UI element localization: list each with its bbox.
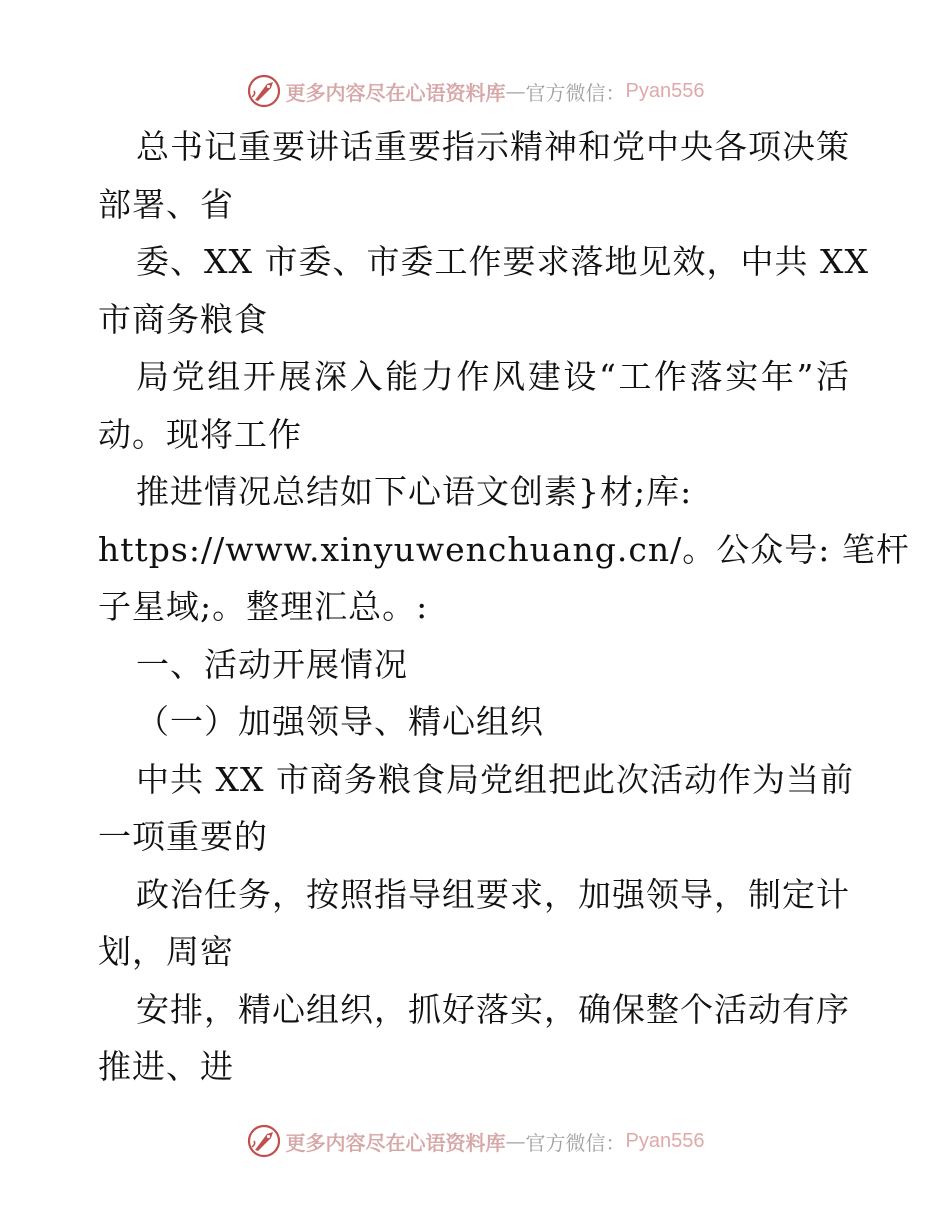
text-line: 动。现将工作 [98,414,302,454]
text-line: 委、XX 市委、市委工作要求落地见效，中共 XX [136,242,869,281]
pen-nib-logo-icon [246,1123,282,1159]
text-line: 中共 XX 市商务粮食局党组把此次活动作为当前 [136,759,854,799]
header-wechat-id: Pyan556 [625,79,705,102]
subsection-heading: （一）加强领导、精心组织 [136,702,544,741]
text-line: 划，周密 [98,932,234,971]
section-heading: 一、活动开展情况 [136,644,408,684]
header-separator: — [505,79,526,103]
text-line: 政治任务，按照指导组要求，加强领导，制定计 [136,874,850,914]
text-line: 推进、进 [98,1047,234,1086]
footer-site-text: 更多内容尽在心语资料库 [285,1130,506,1155]
text-line: 部署、省 [98,184,234,224]
document-body [98,118,910,1096]
footer-wechat-id: Pyan556 [625,1129,705,1152]
text-line: 推进情况总结如下心语文创素}材;库: [136,472,693,511]
text-line: 局党组开展深入能力作风建设“工作落实年”活 [136,357,850,396]
text-line: 子星域;。整理汇总。: [98,587,429,626]
text-line: 市商务粮食 [98,299,268,339]
text-line: 总书记重要讲话重要指示精神和党中央各项决策 [136,127,850,166]
header-wechat-label: 官方微信： [525,80,626,105]
text-line-url: https://www.xinyuwenchuang.cn/。公众号: 笔杆 [98,529,910,569]
footer-separator: — [505,1129,526,1153]
header-site-text: 更多内容尽在心语资料库 [285,80,506,105]
pen-nib-logo-icon [246,73,282,109]
text-line: 一项重要的 [98,817,268,856]
text-line: 安排，精心组织，抓好落实，确保整个活动有序 [136,989,850,1029]
header-watermark-banner [0,71,950,111]
footer-watermark-banner [0,1121,950,1161]
footer-wechat-label: 官方微信： [525,1130,626,1155]
